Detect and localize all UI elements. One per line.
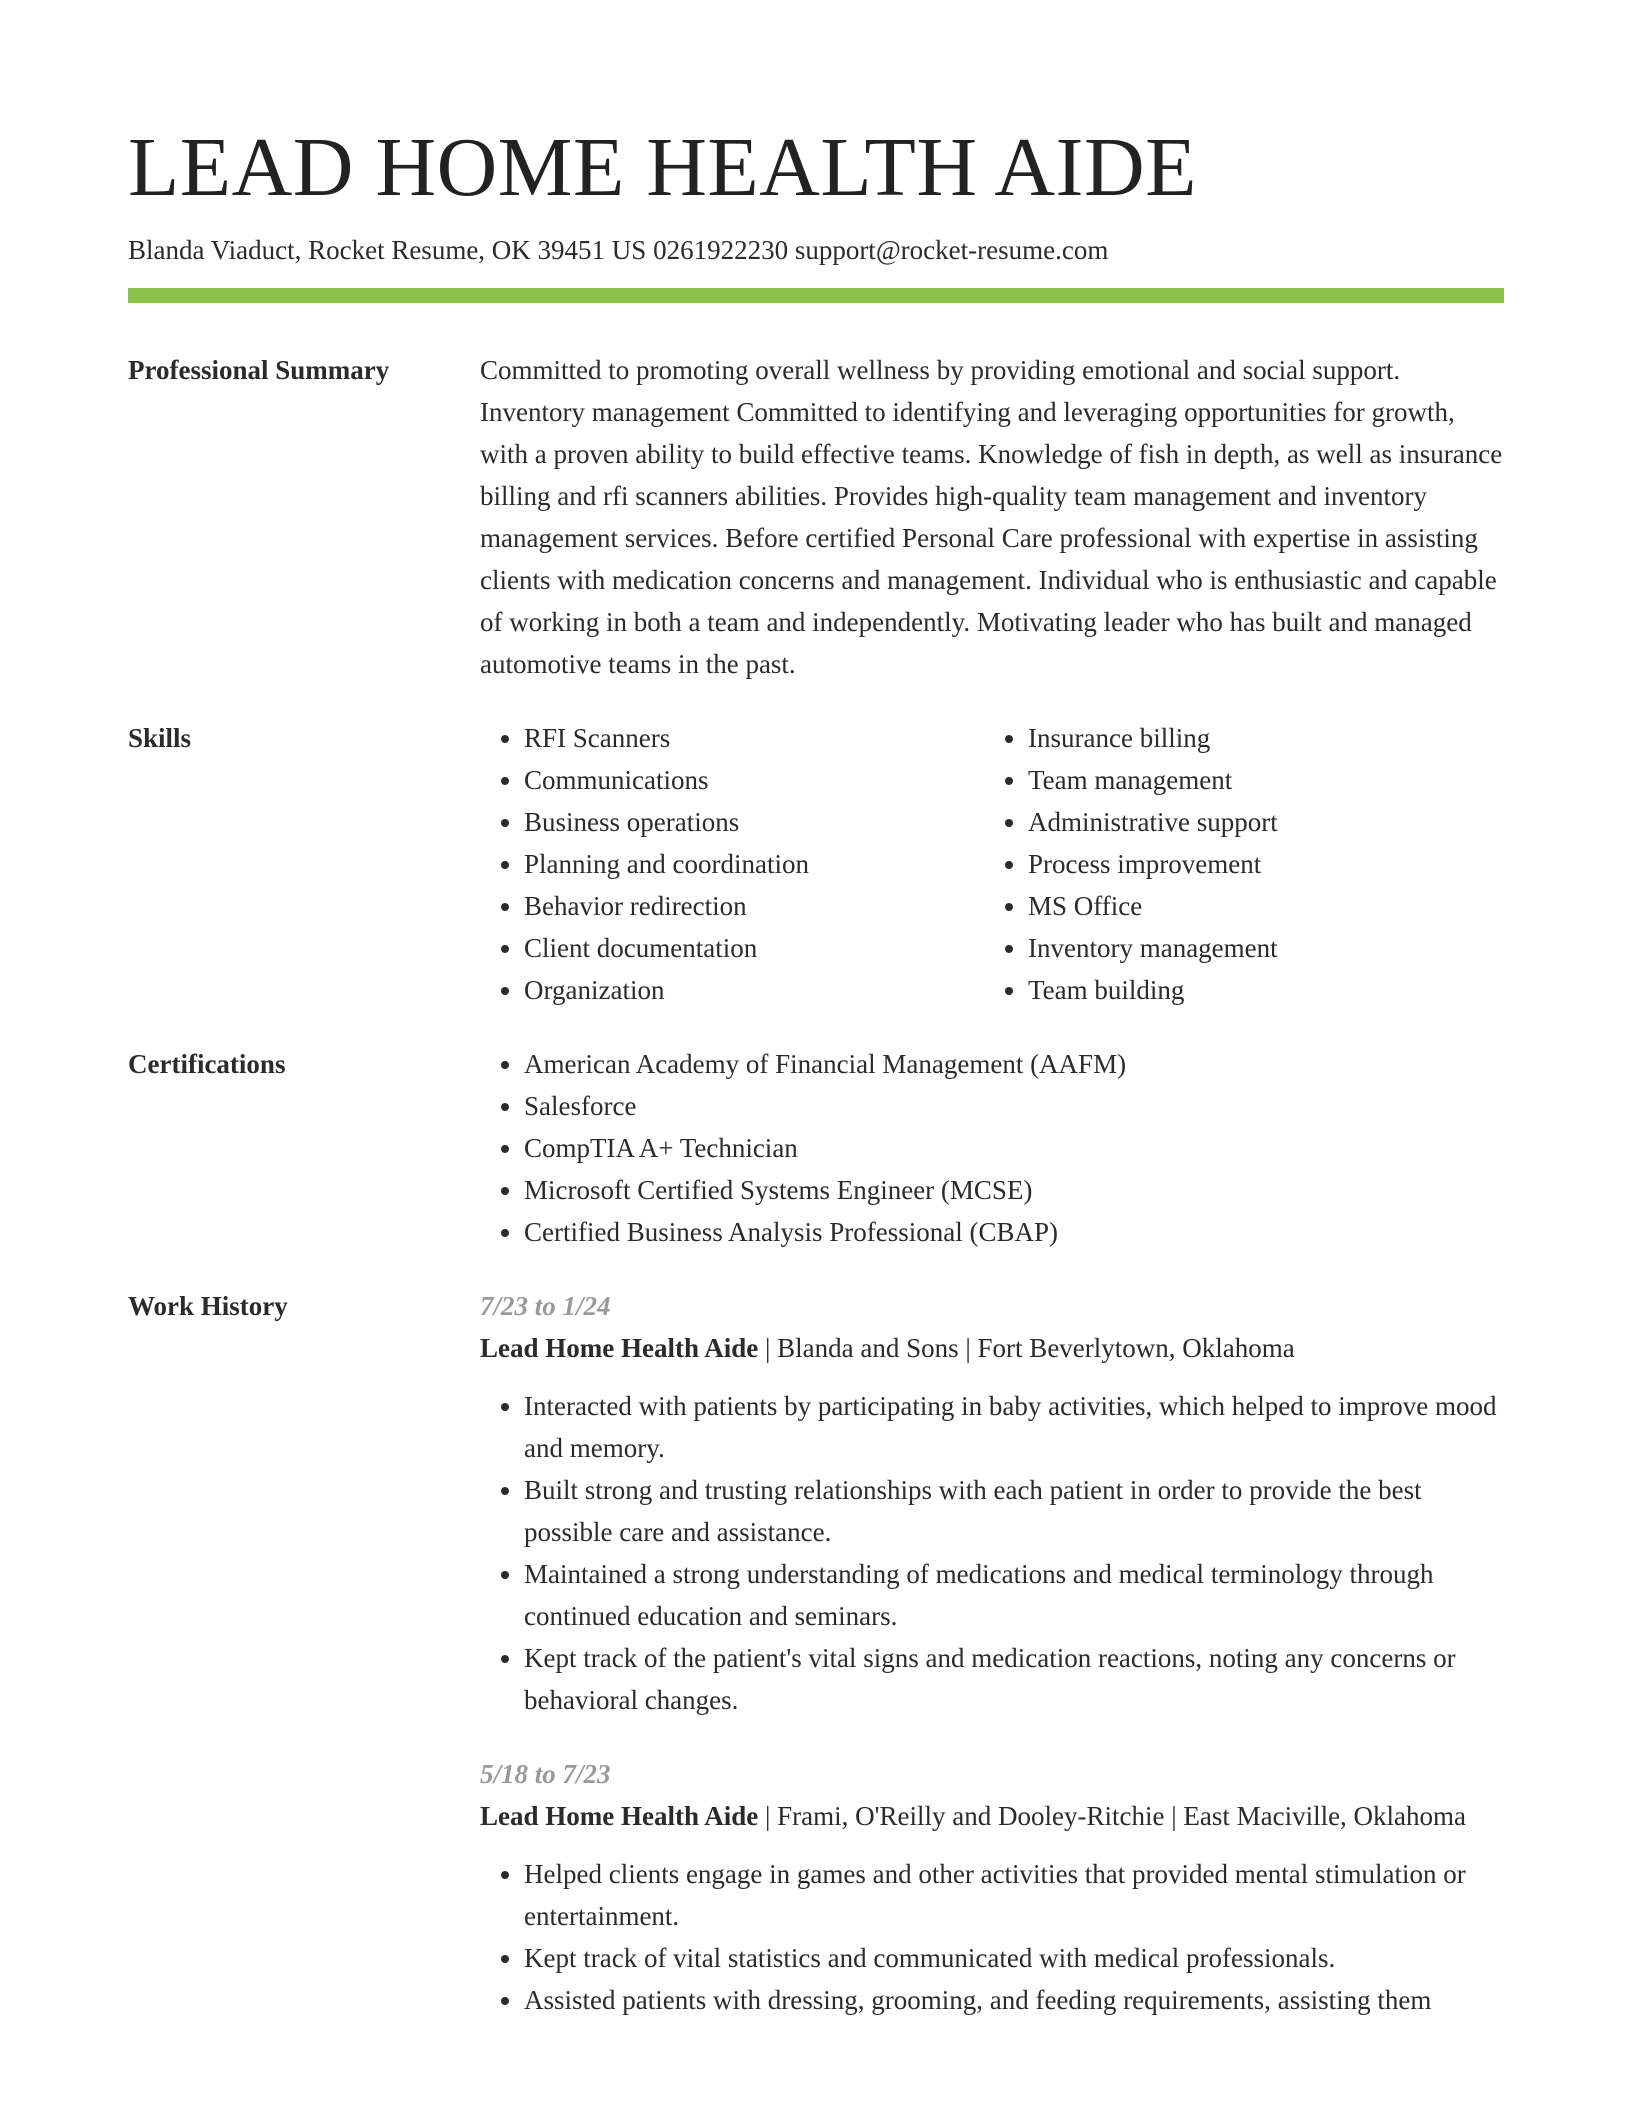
certification-item: • CompTIA A+ Technician [524, 1127, 1504, 1169]
skill-item: • Team building [1028, 969, 1488, 1011]
job-title: Lead Home Health Aide [480, 1333, 759, 1363]
skill-item: • Administrative support [1028, 801, 1488, 843]
skill-item: • Business operations [524, 801, 984, 843]
section-professional-summary [128, 349, 1504, 685]
skills-grid [480, 717, 1504, 1011]
skill-item: • Planning and coordination [524, 843, 984, 885]
job-dates: 5/18 to 7/23 [480, 1759, 611, 1789]
contact-line: Blanda Viaduct, Rocket Resume, OK 39451 US 0261922230 support@rocket-resume.com [128, 235, 1109, 265]
job-bullet: • Kept track of vital statistics and communicated with medical professionals. [524, 1937, 1504, 1979]
certification-item: • Microsoft Certified Systems Engineer (MCSE) [524, 1169, 1504, 1211]
skills-column-left [480, 717, 984, 1011]
section-body [480, 717, 1504, 1011]
skills-list-right [984, 717, 1488, 1011]
skill-item: • Insurance billing [1028, 717, 1488, 759]
skill-item: • RFI Scanners [524, 717, 984, 759]
job-bullet: • Maintained a strong understanding of medications and medical terminology through continued education and seminars. [524, 1553, 1504, 1637]
skill-item: • Inventory management [1028, 927, 1488, 969]
certification-item: • American Academy of Financial Management (AAFM) [524, 1043, 1504, 1085]
page-title: LEAD HOME HEALTH AIDE [128, 121, 1197, 214]
job-responsibilities [480, 1385, 1504, 1721]
skill-item: • Communications [524, 759, 984, 801]
section-body [480, 1043, 1504, 1253]
skill-item: • Process improvement [1028, 843, 1488, 885]
job-entry [480, 1753, 1504, 2021]
job-company-location: | Blanda and Sons | Fort Beverlytown, Oklahoma [758, 1333, 1295, 1363]
skill-item: • Client documentation [524, 927, 984, 969]
job-bullet: • Interacted with patients by participating in baby activities, which helped to improve mood and memory. [524, 1385, 1504, 1469]
section-label: Skills [128, 723, 192, 753]
job-dates: 7/23 to 1/24 [480, 1291, 611, 1321]
skill-item: • Behavior redirection [524, 885, 984, 927]
job-bullet: • Kept track of the patient's vital signs and medication reactions, noting any concerns or behavioral changes. [524, 1637, 1504, 1721]
job-heading [480, 1795, 1504, 1837]
accent-divider [128, 288, 1504, 303]
job-bullet: • Assisted patients with dressing, grooming, and feeding requirements, assisting them [524, 1979, 1504, 2021]
job-title: Lead Home Health Aide [480, 1801, 759, 1831]
job-bullet: • Built strong and trusting relationships with each patient in order to provide the best possible care and assistance. [524, 1469, 1504, 1553]
section-body [480, 1285, 1504, 2021]
resume-page [128, 118, 1504, 2021]
section-body [480, 349, 1504, 685]
section-certifications [128, 1043, 1504, 1253]
section-work-history [128, 1285, 1504, 2021]
section-skills [128, 717, 1504, 1011]
skill-item: • Team management [1028, 759, 1488, 801]
certification-item: • Certified Business Analysis Professional (CBAP) [524, 1211, 1504, 1253]
job-entry [480, 1285, 1504, 1721]
section-label: Certifications [128, 1049, 286, 1079]
certifications-list [480, 1043, 1504, 1253]
section-label: Work History [128, 1291, 288, 1321]
job-responsibilities [480, 1853, 1504, 2021]
skills-list-left [480, 717, 984, 1011]
job-bullet: • Helped clients engage in games and other activities that provided mental stimulation or entertainment. [524, 1853, 1504, 1937]
summary-text: Committed to promoting overall wellness by providing emotional and social support. Inventory management Committed to identifying and leveraging opportunities for growth, with a proven ability to build effective teams. Knowledge of fish in depth, as well as insurance billing and rfi scanners abilities. Provides high-quality team management and inventory management services. Before certified Personal Care professional with expertise in assisting clients with medication concerns and management. Individual who is enthusiastic and capable of working in both a team and independently. Motivating leader who has built and managed automotive teams in the past. [480, 355, 1503, 679]
skill-item: • MS Office [1028, 885, 1488, 927]
skills-column-right [984, 717, 1488, 1011]
section-label: Professional Summary [128, 355, 390, 385]
job-heading [480, 1327, 1504, 1369]
job-company-location: | Frami, O'Reilly and Dooley-Ritchie | East Maciville, Oklahoma [758, 1801, 1467, 1831]
skill-item: • Organization [524, 969, 984, 1011]
certification-item: • Salesforce [524, 1085, 1504, 1127]
